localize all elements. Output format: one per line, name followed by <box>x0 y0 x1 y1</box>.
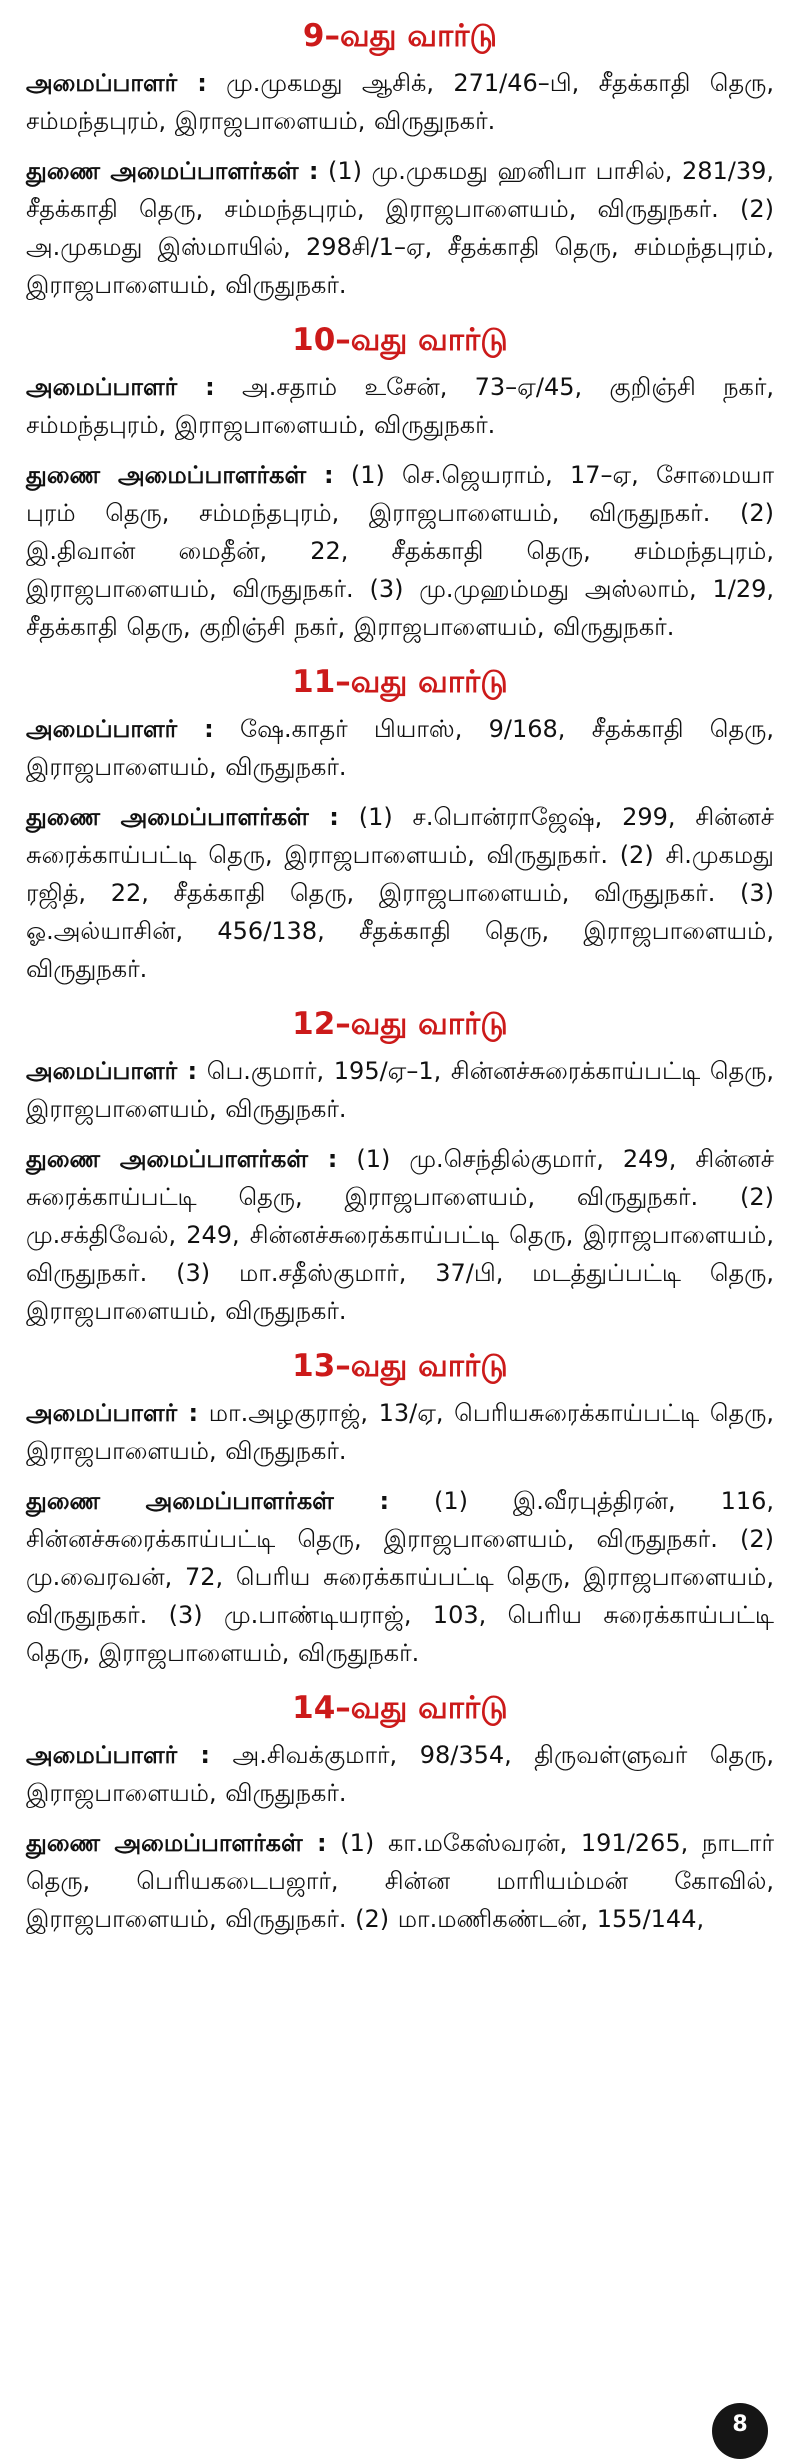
deputy-label: துணை அமைப்பாளர்கள் : <box>26 461 334 489</box>
deputy-paragraph <box>26 456 774 646</box>
organizer-label: அமைப்பாளர் : <box>26 1741 211 1769</box>
organizer-text: அ.சதாம் உசேன், 73–ஏ/45, குறிஞ்சி நகர், சம்மந்தபுரம், இராஜபாளையம், விருதுநகர். <box>26 373 774 439</box>
organizer-paragraph <box>26 64 774 140</box>
organizer-text: பெ.குமார், 195/ஏ–1, சின்னச்சுரைக்காய்பட்டி தெரு, இராஜபாளையம், விருதுநகர். <box>26 1057 775 1123</box>
ward-section-9 <box>26 0 774 304</box>
organizer-label: அமைப்பாளர் : <box>26 1399 199 1427</box>
ward-heading: 10–வது வார்டு <box>292 322 508 358</box>
organizer-paragraph <box>26 368 774 444</box>
deputy-paragraph <box>26 1140 774 1330</box>
deputy-label: துணை அமைப்பாளர்கள் : <box>26 803 339 831</box>
ward-heading: 11–வது வார்டு <box>292 664 508 700</box>
deputy-paragraph <box>26 798 774 988</box>
organizer-label: அமைப்பாளர் : <box>26 373 215 401</box>
organizer-paragraph <box>26 710 774 786</box>
deputy-label: துணை அமைப்பாளர்கள் : <box>26 1829 327 1857</box>
organizer-text: மா.அழகுராஜ், 13/ஏ, பெரியசுரைக்காய்பட்டி தெரு, இராஜபாளையம், விருதுநகர். <box>26 1399 775 1465</box>
deputy-text: (1) கா.மகேஸ்வரன், 191/265, நாடார் தெரு, பெரியகடைபஜார், சின்ன மாரியம்மன் கோவில், இராஜபாளையம், விருதுநகர். (2) மா.மணிகண்டன், 155/144, <box>26 1829 774 1933</box>
ward-heading: 14–வது வார்டு <box>292 1690 508 1726</box>
deputy-paragraph <box>26 152 774 304</box>
organizer-text: மு.முகமது ஆசிக், 271/46–பி, சீதக்காதி தெரு, சம்மந்தபுரம், இராஜபாளையம், விருதுநகர். <box>26 69 774 135</box>
ward-section-11 <box>26 660 774 988</box>
organizer-text: ஷே.காதர் பியாஸ், 9/168, சீதக்காதி தெரு, இராஜபாளையம், விருதுநகர். <box>26 715 774 781</box>
ward-heading: 13–வது வார்டு <box>292 1348 508 1384</box>
deputy-paragraph <box>26 1482 774 1672</box>
organizer-label: அமைப்பாளர் : <box>26 69 207 97</box>
organizer-label: அமைப்பாளர் : <box>26 1057 198 1085</box>
deputy-text: (1) இ.வீரபுத்திரன், 116, சின்னச்சுரைக்காய்பட்டி தெரு, இராஜபாளையம், விருதுநகர். (2) மு.வைரவன், 72, பெரிய சுரைக்காய்பட்டி தெரு, இராஜபாளையம், விருதுநகர். (3) மு.பாண்டியராஜ், 103, பெரிய சுரைக்காய்பட்டி தெரு, இராஜபாளையம், விருதுநகர். <box>26 1487 775 1667</box>
deputy-paragraph <box>26 1824 774 1938</box>
ward-section-10 <box>26 318 774 646</box>
ward-heading: 9–வது வார்டு <box>302 18 498 54</box>
organizer-paragraph <box>26 1394 774 1470</box>
deputy-label: துணை அமைப்பாளர்கள் : <box>26 157 319 185</box>
ward-section-12 <box>26 1002 774 1330</box>
deputy-label: துணை அமைப்பாளர்கள் : <box>26 1487 390 1515</box>
deputy-text: (1) மு.முகமது ஹனிபா பாசில், 281/39, சீதக்காதி தெரு, சம்மந்தபுரம், இராஜபாளையம், விருதுநகர். (2) அ.முகமது இஸ்மாயில், 298சி/1–ஏ, சீதக்காதி தெரு, சம்மந்தபுரம், இராஜபாளையம், விருதுநகர். <box>26 157 775 299</box>
deputy-text: (1) ச.பொன்ராஜேஷ், 299, சின்னச் சுரைக்காய்பட்டி தெரு, இராஜபாளையம், விருதுநகர். (2) சி.முகமது ரஜித், 22, சீதக்காதி தெரு, இராஜபாளையம், விருதுநகர். (3) ஓ.அல்யாசின், 456/138, சீதக்காதி தெரு, இராஜபாளையம், விருதுநகர். <box>26 803 774 983</box>
ward-section-14 <box>26 1686 774 1938</box>
deputy-label: துணை அமைப்பாளர்கள் : <box>26 1145 338 1173</box>
organizer-text: அ.சிவக்குமார், 98/354, திருவள்ளுவர் தெரு, இராஜபாளையம், விருதுநகர். <box>26 1741 775 1807</box>
ward-section-13 <box>26 1344 774 1672</box>
document-page <box>26 0 774 2435</box>
deputy-text: (1) மு.செந்தில்குமார், 249, சின்னச் சுரைக்காய்பட்டி தெரு, இராஜபாளையம், விருதுநகர். (2) மு.சக்திவேல், 249, சின்னச்சுரைக்காய்பட்டி தெரு, இராஜபாளையம், விருதுநகர். (3) மா.சதீஸ்குமார், 37/பி, மடத்துப்பட்டி தெரு, இராஜபாளையம், விருதுநகர். <box>26 1145 774 1325</box>
organizer-label: அமைப்பாளர் : <box>26 715 214 743</box>
page-number-badge: 8 <box>712 2403 768 2459</box>
ward-heading: 12–வது வார்டு <box>292 1006 508 1042</box>
deputy-text: (1) செ.ஜெயராம், 17–ஏ, சோமையா புரம் தெரு, சம்மந்தபுரம், இராஜபாளையம், விருதுநகர். (2) இ.திவான் மைதீன், 22, சீதக்காதி தெரு, சம்மந்தபுரம், இராஜபாளையம், விருதுநகர். (3) மு.முஹம்மது அஸ்லாம், 1/29, சீதக்காதி தெரு, குறிஞ்சி நகர், இராஜபாளையம், விருதுநகர். <box>26 461 775 641</box>
organizer-paragraph <box>26 1736 774 1812</box>
organizer-paragraph <box>26 1052 774 1128</box>
